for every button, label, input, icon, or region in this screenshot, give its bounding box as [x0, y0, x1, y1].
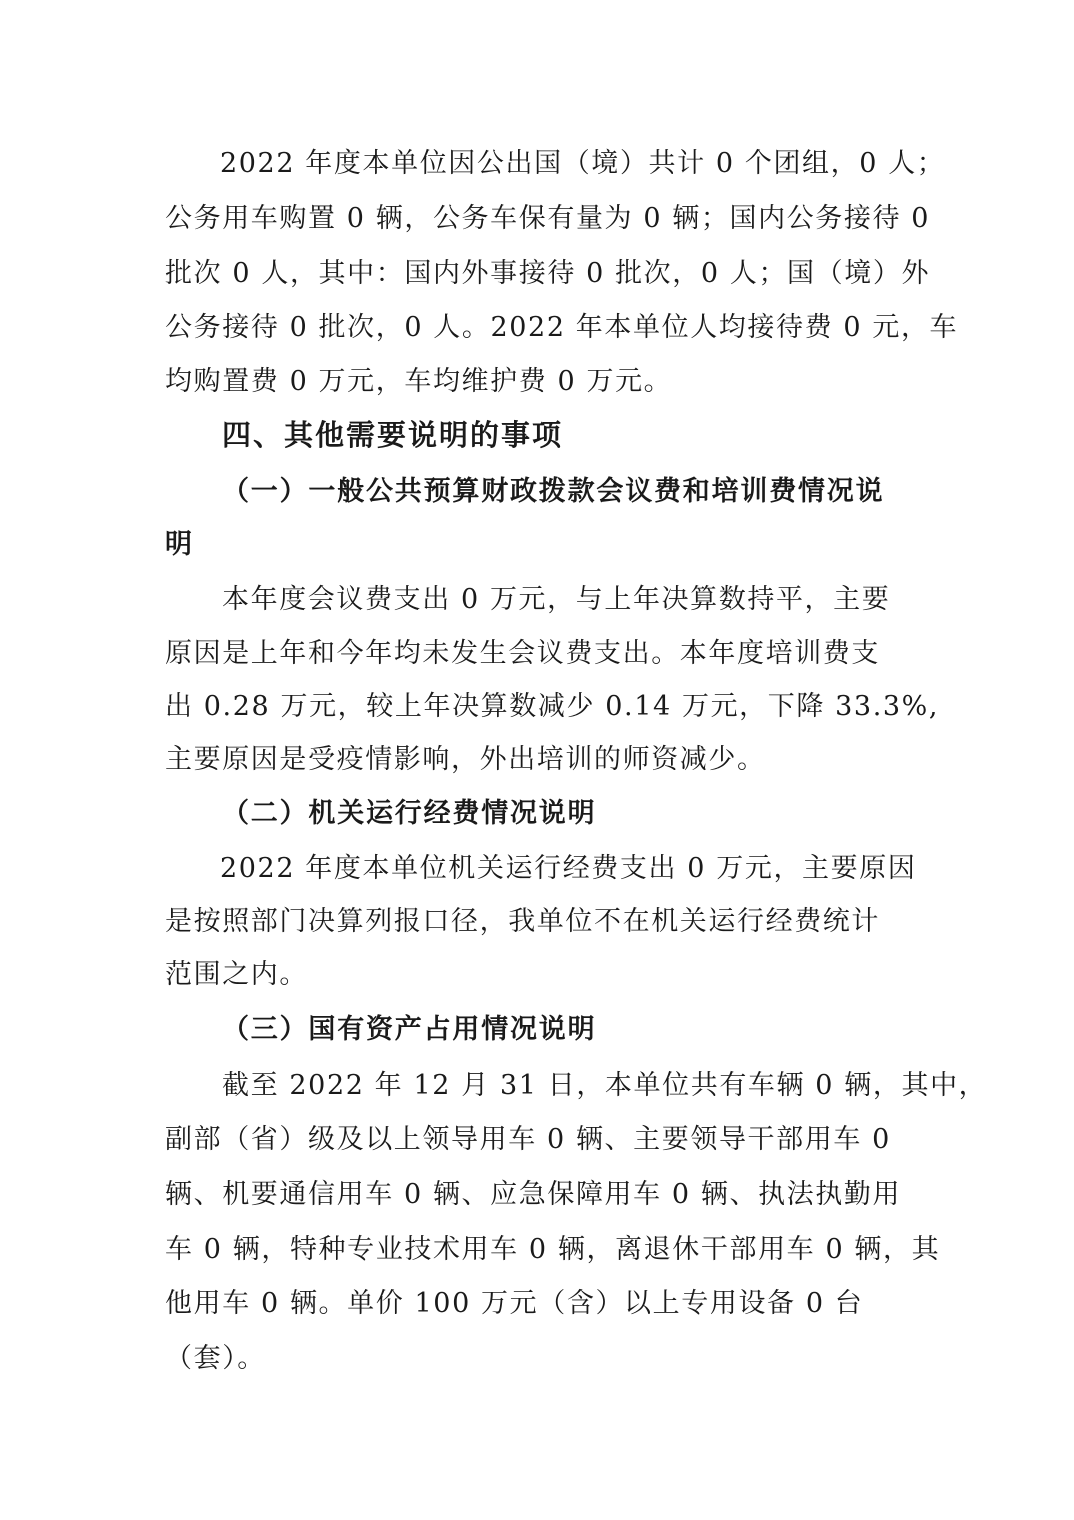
- paragraph-line: 均购置费 0 万元，车均维护费 0 万元。: [165, 366, 673, 397]
- paragraph-line: （套）。: [165, 1343, 266, 1374]
- subsection-heading: （一）一般公共预算财政拨款会议费和培训费情况说: [222, 476, 885, 507]
- paragraph-line: 公务接待 0 批次，0 人。2022 年本单位人均接待费 0 元，车: [165, 312, 959, 343]
- paragraph-line: 他用车 0 辆。单价 100 万元（含）以上专用设备 0 台: [165, 1288, 864, 1319]
- paragraph-line: 辆、机要通信用车 0 辆、应急保障用车 0 辆、执法执勤用: [165, 1179, 902, 1210]
- paragraph-line: 主要原因是受疫情影响，外出培训的师资减少。: [165, 744, 766, 775]
- subsection-heading: （三）国有资产占用情况说明: [222, 1014, 597, 1045]
- section-heading: 四、其他需要说明的事项: [222, 418, 564, 452]
- paragraph-line: 本年度会议费支出 0 万元，与上年决算数持平，主要: [222, 584, 891, 615]
- paragraph-line: 公务用车购置 0 辆，公务车保有量为 0 辆；国内公务接待 0: [165, 203, 931, 234]
- paragraph-line: 批次 0 人，其中：国内外事接待 0 批次，0 人；国（境）外: [165, 258, 931, 289]
- paragraph-line: 截至 2022 年 12 月 31 日，本单位共有车辆 0 辆，其中，: [222, 1070, 988, 1101]
- paragraph-line: 原因是上年和今年均未发生会议费支出。本年度培训费支: [165, 638, 880, 669]
- paragraph-line: 副部（省）级及以上领导用车 0 辆、主要领导干部用车 0: [165, 1124, 891, 1155]
- paragraph-line: 是按照部门决算列报口径，我单位不在机关运行经费统计: [165, 906, 880, 937]
- paragraph-line: 出 0.28 万元，较上年决算数减少 0.14 万元，下降 33.3%,: [165, 691, 940, 722]
- paragraph-line: 车 0 辆，特种专业技术用车 0 辆，离退休干部用车 0 辆，其: [165, 1234, 941, 1265]
- subsection-heading: （二）机关运行经费情况说明: [222, 798, 597, 829]
- paragraph-line: 2022 年度本单位机关运行经费支出 0 万元，主要原因: [220, 853, 917, 884]
- paragraph-line: 范围之内。: [165, 959, 308, 990]
- subsection-heading: 明: [165, 529, 194, 560]
- paragraph-line: 2022 年度本单位因公出国（境）共计 0 个团组，0 人；: [220, 148, 946, 179]
